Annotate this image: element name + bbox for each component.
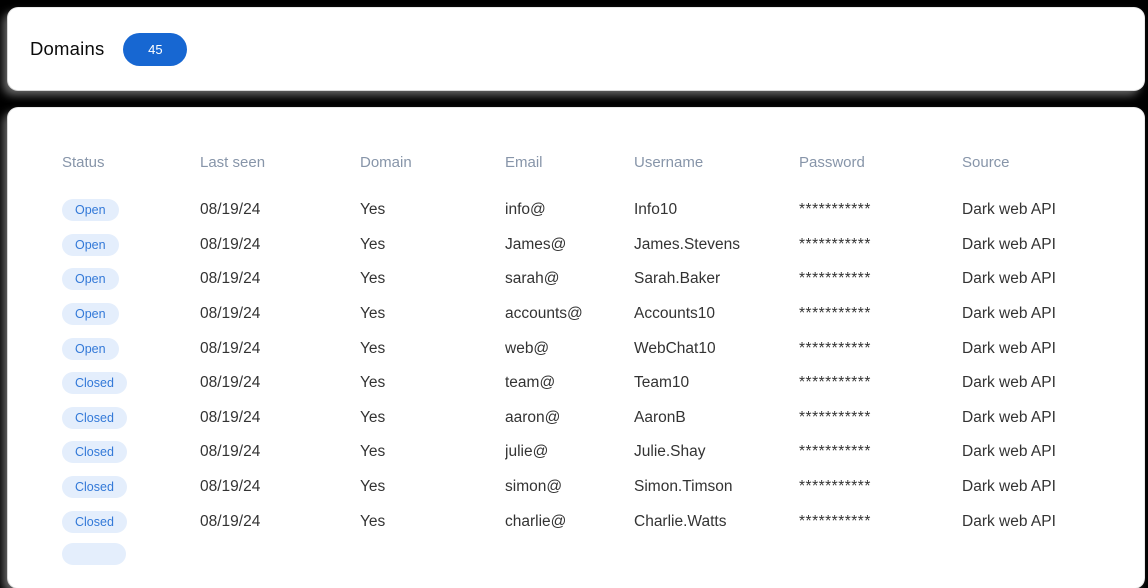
username-cell: WebChat10 bbox=[634, 339, 716, 357]
source-cell: Dark web API bbox=[962, 339, 1056, 357]
table-row[interactable] bbox=[62, 262, 1144, 297]
status-cell bbox=[62, 303, 200, 325]
domain-cell: Yes bbox=[360, 443, 386, 461]
status-cell bbox=[62, 476, 200, 498]
status-badge: Open bbox=[62, 303, 119, 325]
table-card bbox=[8, 108, 1144, 588]
domain-cell: Yes bbox=[360, 408, 386, 426]
last-seen-cell: 08/19/24 bbox=[200, 270, 261, 288]
table-header-row bbox=[62, 148, 1144, 176]
status-cell bbox=[62, 338, 200, 360]
username-cell: AaronB bbox=[634, 408, 686, 426]
status-cell bbox=[62, 511, 200, 533]
table-row[interactable] bbox=[62, 331, 1144, 366]
column-header-domain: Domain bbox=[360, 153, 412, 171]
password-cell: *********** bbox=[799, 408, 871, 426]
password-cell: *********** bbox=[799, 374, 871, 392]
username-cell: Charlie.Watts bbox=[634, 512, 727, 530]
status-badge: Closed bbox=[62, 372, 127, 394]
source-cell: Dark web API bbox=[962, 408, 1056, 426]
status-cell bbox=[62, 407, 200, 429]
status-badge: Closed bbox=[62, 511, 127, 533]
status-badge bbox=[62, 543, 126, 565]
page-title: Domains bbox=[30, 38, 105, 59]
source-cell: Dark web API bbox=[962, 443, 1056, 461]
status-cell bbox=[62, 234, 200, 256]
password-cell: *********** bbox=[799, 478, 871, 496]
domain-cell: Yes bbox=[360, 512, 386, 530]
table-row[interactable] bbox=[62, 297, 1144, 332]
domain-cell: Yes bbox=[360, 270, 386, 288]
status-cell bbox=[62, 199, 200, 221]
source-cell: Dark web API bbox=[962, 201, 1056, 219]
last-seen-cell: 08/19/24 bbox=[200, 512, 261, 530]
password-cell: *********** bbox=[799, 201, 871, 219]
column-header-email: Email bbox=[505, 153, 543, 171]
table-row[interactable] bbox=[62, 193, 1144, 228]
last-seen-cell: 08/19/24 bbox=[200, 443, 261, 461]
email-cell: charlie@ bbox=[505, 512, 567, 530]
domains-count-badge: 45 bbox=[123, 33, 187, 66]
breaches-table bbox=[8, 108, 1144, 574]
password-cell: *********** bbox=[799, 443, 871, 461]
status-cell bbox=[62, 372, 200, 394]
table-row[interactable] bbox=[62, 504, 1144, 539]
domain-cell: Yes bbox=[360, 305, 386, 323]
status-cell bbox=[62, 441, 200, 463]
source-cell: Dark web API bbox=[962, 478, 1056, 496]
username-cell: Accounts10 bbox=[634, 305, 715, 323]
status-badge: Open bbox=[62, 199, 119, 221]
username-cell: Team10 bbox=[634, 374, 690, 392]
last-seen-cell: 08/19/24 bbox=[200, 235, 261, 253]
source-cell: Dark web API bbox=[962, 374, 1056, 392]
email-cell: aaron@ bbox=[505, 408, 561, 426]
status-badge: Closed bbox=[62, 476, 127, 498]
username-cell: James.Stevens bbox=[634, 235, 740, 253]
last-seen-cell: 08/19/24 bbox=[200, 408, 261, 426]
password-cell: *********** bbox=[799, 512, 871, 530]
status-badge: Open bbox=[62, 338, 119, 360]
table-body bbox=[62, 193, 1144, 574]
username-cell: Sarah.Baker bbox=[634, 270, 721, 288]
email-cell: James@ bbox=[505, 235, 567, 253]
table-row[interactable] bbox=[62, 228, 1144, 263]
password-cell: *********** bbox=[799, 235, 871, 253]
source-cell: Dark web API bbox=[962, 270, 1056, 288]
email-cell: web@ bbox=[505, 339, 550, 357]
username-cell: Simon.Timson bbox=[634, 478, 733, 496]
status-badge: Closed bbox=[62, 407, 127, 429]
username-cell: Julie.Shay bbox=[634, 443, 706, 461]
table-row[interactable] bbox=[62, 470, 1144, 505]
column-header-source: Source bbox=[962, 153, 1010, 171]
email-cell: team@ bbox=[505, 374, 556, 392]
status-cell bbox=[62, 543, 200, 570]
source-cell: Dark web API bbox=[962, 235, 1056, 253]
domain-cell: Yes bbox=[360, 339, 386, 357]
column-header-last-seen: Last seen bbox=[200, 153, 266, 171]
email-cell: sarah@ bbox=[505, 270, 560, 288]
email-cell: accounts@ bbox=[505, 305, 583, 323]
email-cell: simon@ bbox=[505, 478, 563, 496]
table-row[interactable] bbox=[62, 366, 1144, 401]
column-header-username: Username bbox=[634, 153, 704, 171]
source-cell: Dark web API bbox=[962, 305, 1056, 323]
domain-cell: Yes bbox=[360, 374, 386, 392]
header-card bbox=[8, 8, 1144, 90]
table-row[interactable] bbox=[62, 435, 1144, 470]
domain-cell: Yes bbox=[360, 235, 386, 253]
table-row[interactable] bbox=[62, 401, 1144, 436]
password-cell: *********** bbox=[799, 339, 871, 357]
last-seen-cell: 08/19/24 bbox=[200, 201, 261, 219]
password-cell: *********** bbox=[799, 270, 871, 288]
password-cell: *********** bbox=[799, 305, 871, 323]
email-cell: julie@ bbox=[505, 443, 549, 461]
email-cell: info@ bbox=[505, 201, 546, 219]
last-seen-cell: 08/19/24 bbox=[200, 305, 261, 323]
table-row-partial[interactable] bbox=[62, 539, 1144, 574]
status-badge: Open bbox=[62, 268, 119, 290]
status-cell bbox=[62, 268, 200, 290]
last-seen-cell: 08/19/24 bbox=[200, 478, 261, 496]
domain-cell: Yes bbox=[360, 201, 386, 219]
column-header-status: Status bbox=[62, 153, 105, 171]
domain-cell: Yes bbox=[360, 478, 386, 496]
last-seen-cell: 08/19/24 bbox=[200, 374, 261, 392]
source-cell: Dark web API bbox=[962, 512, 1056, 530]
last-seen-cell: 08/19/24 bbox=[200, 339, 261, 357]
username-cell: Info10 bbox=[634, 201, 678, 219]
column-header-password: Password bbox=[799, 153, 865, 171]
status-badge: Open bbox=[62, 234, 119, 256]
status-badge: Closed bbox=[62, 441, 127, 463]
